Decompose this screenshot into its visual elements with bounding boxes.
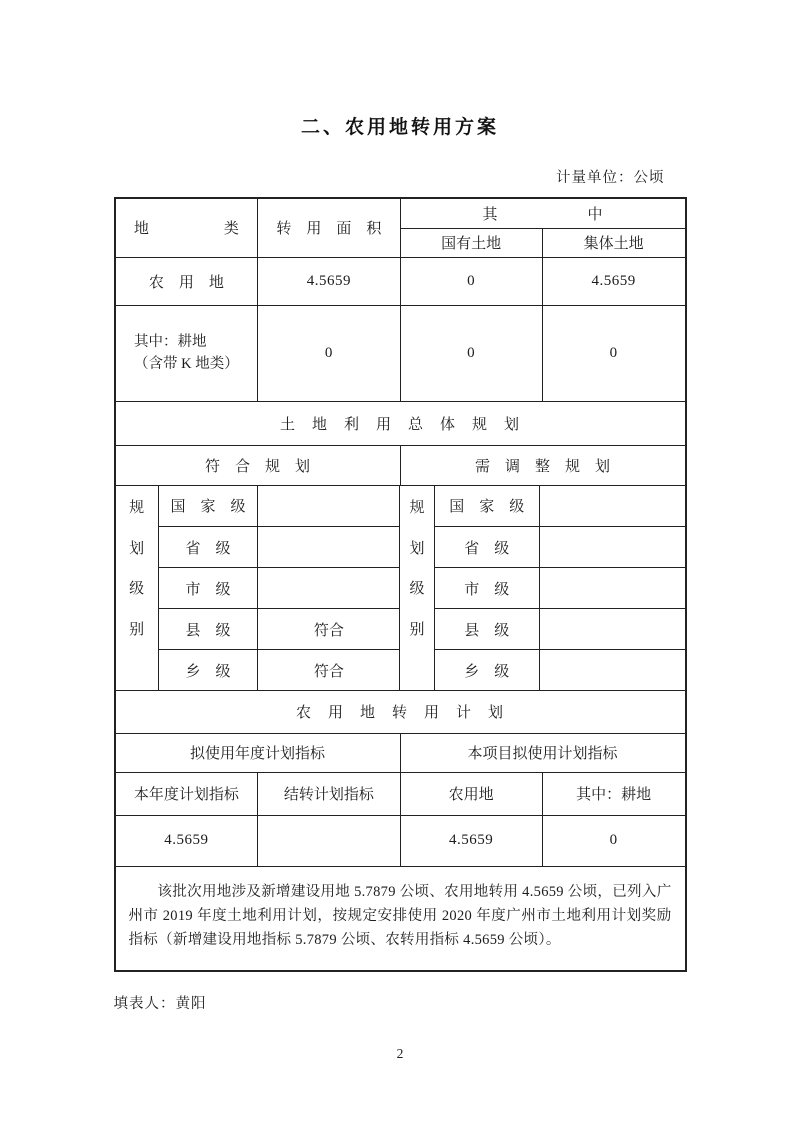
level-label-county-right: 县 级 [434,609,539,650]
level-label-provincial-right: 省 级 [434,527,539,568]
conform-planning-header: 符 合 规 划 [116,446,401,485]
planning-subheader-table [116,446,685,486]
adjust-value-municipal [539,568,684,609]
note-paragraph: 该批次用地涉及新增建设用地 5.7879 公顷、农用地转用 4.5659 公顷，已列入广州市 2019 年度土地利用计划，按规定安排使用 2020 年度广州市土地利用计划奖励指标（新增建设用地指标 5.7879 公顷、农转用指标 4.5659 公顷）。 [128,883,672,948]
header-state-owned-land: 国有土地 [400,228,542,257]
level-char: 级 [409,581,425,598]
col-carryover-indicator: 结转计划指标 [258,773,400,815]
conversion-title-table [116,691,685,734]
unit-label: 计量单位：公顷 [556,170,665,186]
cultivated-label-line2: （含带 K 地类） [134,356,239,372]
header-collective-land: 集体土地 [542,228,684,257]
planning-level-vertical-label-left [116,486,159,691]
planning-level-chars-right [400,486,433,689]
col-agri-land: 农用地 [400,773,542,815]
header-conversion-area: 转 用 面 积 [258,199,400,257]
value-carryover [258,815,400,866]
indicator-values-table [116,773,685,867]
level-char: 规 [129,500,145,517]
level-label-national-right: 国 家 级 [434,486,539,527]
planning-section-title: 土 地 利 用 总 体 规 划 [116,402,685,446]
conform-value-municipal [258,568,400,609]
adjust-value-township [539,650,684,691]
note-cell [116,867,685,970]
note-table [116,867,685,970]
level-label-township-right: 乡 级 [434,650,539,691]
level-label-municipal-right: 市 级 [434,568,539,609]
level-label-national-left: 国 家 级 [158,486,258,527]
header-land-type: 地 类 [116,199,258,257]
preparer-label: 填表人：黄阳 [113,995,207,1012]
level-char-empty [400,649,433,690]
table-row [116,773,685,815]
level-char: 别 [129,621,145,638]
adjust-value-provincial [539,527,684,568]
table-row [116,867,685,970]
agri-land-area-value: 4.5659 [258,257,400,305]
level-char: 划 [129,540,145,557]
planning-level-vertical-label-right [400,486,434,691]
indicator-group-table [116,734,685,774]
cultivated-land-label-text [134,331,239,376]
conform-value-national [258,486,400,527]
col-cultivated-land: 其中：耕地 [542,773,684,815]
land-conversion-form [114,197,687,972]
value-agri-land: 4.5659 [400,815,542,866]
page-title: 二、农用地转用方案 [300,117,499,138]
table-row [116,734,685,773]
conform-value-provincial [258,527,400,568]
level-char-empty [116,649,158,690]
table-row [116,691,685,733]
level-label-provincial-left: 省 级 [158,527,258,568]
planning-title-table [116,402,685,447]
annual-indicator-header: 拟使用年度计划指标 [116,734,401,773]
level-char: 规 [409,500,425,517]
level-char: 别 [409,621,425,638]
conversion-section-title: 农 用 地 转 用 计 划 [116,691,685,733]
value-current-year: 4.5659 [116,815,258,866]
table-row [116,815,685,866]
planning-levels-table [116,486,685,692]
level-label-township-left: 乡 级 [158,650,258,691]
table-row [116,486,685,527]
value-cultivated-land: 0 [542,815,684,866]
cultivated-land-label [116,305,258,401]
table-row [116,257,685,305]
agri-land-state-value: 0 [400,257,542,305]
adjust-value-national [539,486,684,527]
adjust-planning-header: 需 调 整 规 划 [400,446,685,485]
page-number: 2 [396,1046,404,1061]
level-char: 级 [129,581,145,598]
cultivated-area-value: 0 [258,305,400,401]
table-row [116,446,685,485]
col-current-year-indicator: 本年度计划指标 [116,773,258,815]
table-row [116,305,685,401]
table-row [116,402,685,446]
agri-land-collective-value: 4.5659 [542,257,684,305]
level-char: 划 [409,540,425,557]
agri-land-label: 农 用 地 [116,257,258,305]
area-table [116,199,685,402]
planning-level-chars-left [116,486,158,689]
project-indicator-header: 本项目拟使用计划指标 [400,734,685,773]
adjust-value-county [539,609,684,650]
cultivated-collective-value: 0 [542,305,684,401]
cultivated-label-line1: 其中：耕地 [134,333,207,350]
table-row [116,199,685,228]
level-label-municipal-left: 市 级 [158,568,258,609]
level-label-county-left: 县 级 [158,609,258,650]
cultivated-state-value: 0 [400,305,542,401]
conform-value-county: 符合 [258,609,400,650]
conform-value-township: 符合 [258,650,400,691]
header-among-which: 其 中 [400,199,685,228]
